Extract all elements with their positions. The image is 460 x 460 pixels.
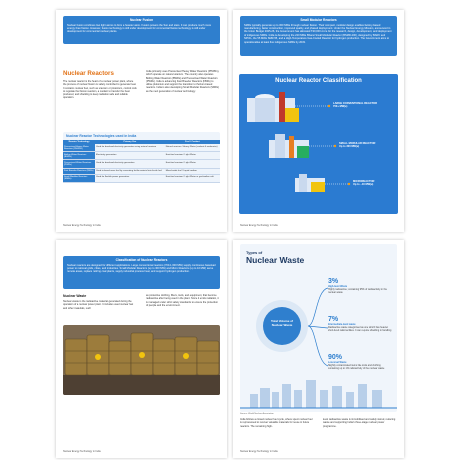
column-text-2: as protective clothing, filters, tools, and equipment, that become radioactive after being used in the plant. Since it emits radiation, it is managed under strict safety standards to ensure the protection of people and the environment. [146,294,219,307]
column-text-2: India primarily uses Pressurised Heavy Water Reactors (PHWRs), which operate on natural uranium. The country also operates Boiling Water Reactors (BWRs) and Pressurised Water Reactors (PWRs). India is advancing Fast Breeder Reactors (FBRs) to utilise plutonium and support the transition to thorium-based reactors. India is also developing Small Modular Reactors (SMRs) as the next generation of nuclear technology. [146,70,220,93]
stat-desc: Slightly contaminated items like tools and clothing containing up to 1% radioactivity of the nuclear waste [328,364,385,370]
page-small-modular-reactors [233,10,404,232]
fusion-box-body: Nuclear fusion combines two light atoms to form a heavier atom. Fusion powers the Sun and stars. It can produce much more energy than fission. However, fusion technology is still under development for commercial fission technology is still under development for commercial nuclear plants. [67,23,212,34]
table-row [63,144,220,152]
table-cell: Pressurised Heavy Water Reactors (PHWRs) [63,144,95,152]
stat-label: High-level Waste [328,285,348,288]
table-cell: Pressurised Water Reactors (PWRs) [63,160,95,168]
infographic-heading-big: Nuclear Waste [246,255,305,265]
stat-percent: 7% [328,316,339,323]
table-cell: Mixed oxide fuel / Liquid sodium [165,168,220,174]
table-header: Reactor Technology [63,140,95,144]
reactor-technology-table [63,132,220,183]
class-micro-label: MICROREACTOR Up to ~10 MW(e) [353,180,375,186]
table-cell: Used for baseload electricity generation [95,160,165,168]
microreactor-icon [295,174,325,192]
table-header: Fuel / Coolant [165,140,220,144]
small-modular-reactor-icon [269,134,309,158]
stat-percent: 3% [328,278,339,285]
section-title: Nuclear Reactors [63,70,114,77]
table-cell: Fast Breeder Reactors (FBRs) [63,168,95,174]
class-small-label: SMALL MODULAR REACTOR Up to 300 MW(e) [339,142,376,148]
table-cell: Small Modular Reactors (SMRs) [63,174,95,182]
column-text-1: India follows a closed nuclear fuel cycle, where spent nuclear fuel is reprocessed to recover valuable materials for reuse in future reactors. The remaining high- [240,418,313,428]
page-footer: Nuclear Energy Technology in India [240,224,278,227]
city-skyline-icon [250,380,382,408]
fusion-info-box [63,16,220,44]
stat-intermediate-level [328,316,392,332]
table-cell: Boiling Water Reactors (BWRs) [63,152,95,160]
stat-high-level [328,278,392,294]
column-text-1: The nuclear reactor is the heart of a nuclear power plant, where the process of nuclear fission is safely controlled to generate heat. It contains nuclear fuel, such as uranium or plutonium, control rods to regulate the fission reaction, a coolant to transfer the heat produced, and shielding to keep radiation safe and reliable operation. [63,80,137,100]
column-text-2: level radioactive waste is immobilised and safely stored, reducing waste and supporting India's three-stage nuclear power programme. [323,418,396,428]
page-nuclear-reactors [56,10,227,232]
classification-box-title: Classification of Nuclear Reactors [115,258,168,262]
classification-box-body: Nuclear reactors are designed for different applications. Large conventional reactors (700-1,600 MW) supply continuous baseload power to national grids, cities, and industries. Small Modular Reactors (up to 300 MW) and Micro Reactors (up to 10 MW) serve remote areas, replace retiring coal plants, supply industrial process heat, and support hydrogen production. [67,263,216,274]
panel-title: Nuclear Reactor Classification [275,78,362,84]
table-cell: Used to breed more fuel by converting fertile material into fissile fuel [95,168,165,174]
waste-barrels-photo [63,325,220,395]
table-title: Nuclear Reactor Technologies used in India [66,134,137,138]
stat-label: Intermediate-level waste [328,323,356,326]
source-note: Source: World Nuclear Association [240,413,274,415]
table [63,140,220,183]
stat-desc: Radioactive waste categorised as one which has heavier short-lived radionuclides. It can require shielding in handling [328,326,392,332]
smr-info-box [240,16,397,56]
page-footer: Nuclear Energy Technology in India [63,450,101,453]
page-nuclear-waste [56,240,227,458]
table-row [63,174,220,182]
class-large-label: LARGE CONVENTIONAL REACTOR 700+ MW(e) [333,102,377,108]
page-footer: Nuclear Energy Technology in India [240,450,278,453]
table-cell: Enriched uranium / Light Water [165,160,220,168]
smr-box-title: Small Modular Reactors [300,18,337,22]
page-types-of-nuclear-waste [233,240,404,458]
table-header: Primary Use [95,140,165,144]
waste-section-title: Nuclear Waste [63,294,87,298]
table-row [63,152,220,160]
stat-low-level [328,354,392,370]
table-cell: Enriched uranium / Light Water or gas/molten salt [165,174,220,182]
table-cell: Used for baseload electricity generation using natural uranium [95,144,165,152]
smr-box-body: SMRs typically generate up to 300 MWe through nuclear fission. Their compact, modular design enables factory-based manufacturing, faster construction, improved quality, and phased deployment. Under the Nuclear Energy Mission, announced in the Union Budget 2025-26, the Government has allocated ₹20,000 crore for the research, design, development, and deployment of indigenous SMRs. India is developing the 220 MWe Bharat Small Modular Reactor (BSMR-200), designed by BARC and NPCIL, the 55 MWe SMR-55, and a High-Temperature Gas-Cooled Reactor for hydrogen production. The Government aims to operationalise at least five indigenous SMRs by 2033. [244,23,392,44]
stat-label: Low-level Waste [328,361,347,364]
reactor-classification-panel [239,74,398,214]
classification-info-box [63,256,220,289]
table-cell: Natural uranium / Heavy Water (coolant & moderator) [165,144,220,152]
fusion-box-title: Nuclear Fusion [129,18,154,22]
stat-desc: Highly radioactive; containing 95% of radioactivity in the nuclear waste [328,288,388,294]
infographic [240,244,397,412]
page-footer: Nuclear Energy Technology in India [63,224,101,227]
table-cell: Used for flexible power generation [95,174,165,182]
column-text-1: Nuclear waste is the radioactive material generated during the operation of a nuclear power plant. It includes used nuclear fuel and other materials, such [63,300,134,310]
stat-percent: 90% [328,354,343,361]
infographic-heading-small: Types of [246,250,263,255]
table-cell: Electricity generation [95,152,165,160]
table-row [63,160,220,168]
table-cell: Enriched uranium / Light Water [165,152,220,160]
large-reactor-icon [247,92,299,122]
circle-label: Total Volume of Nuclear Waste [270,319,294,327]
